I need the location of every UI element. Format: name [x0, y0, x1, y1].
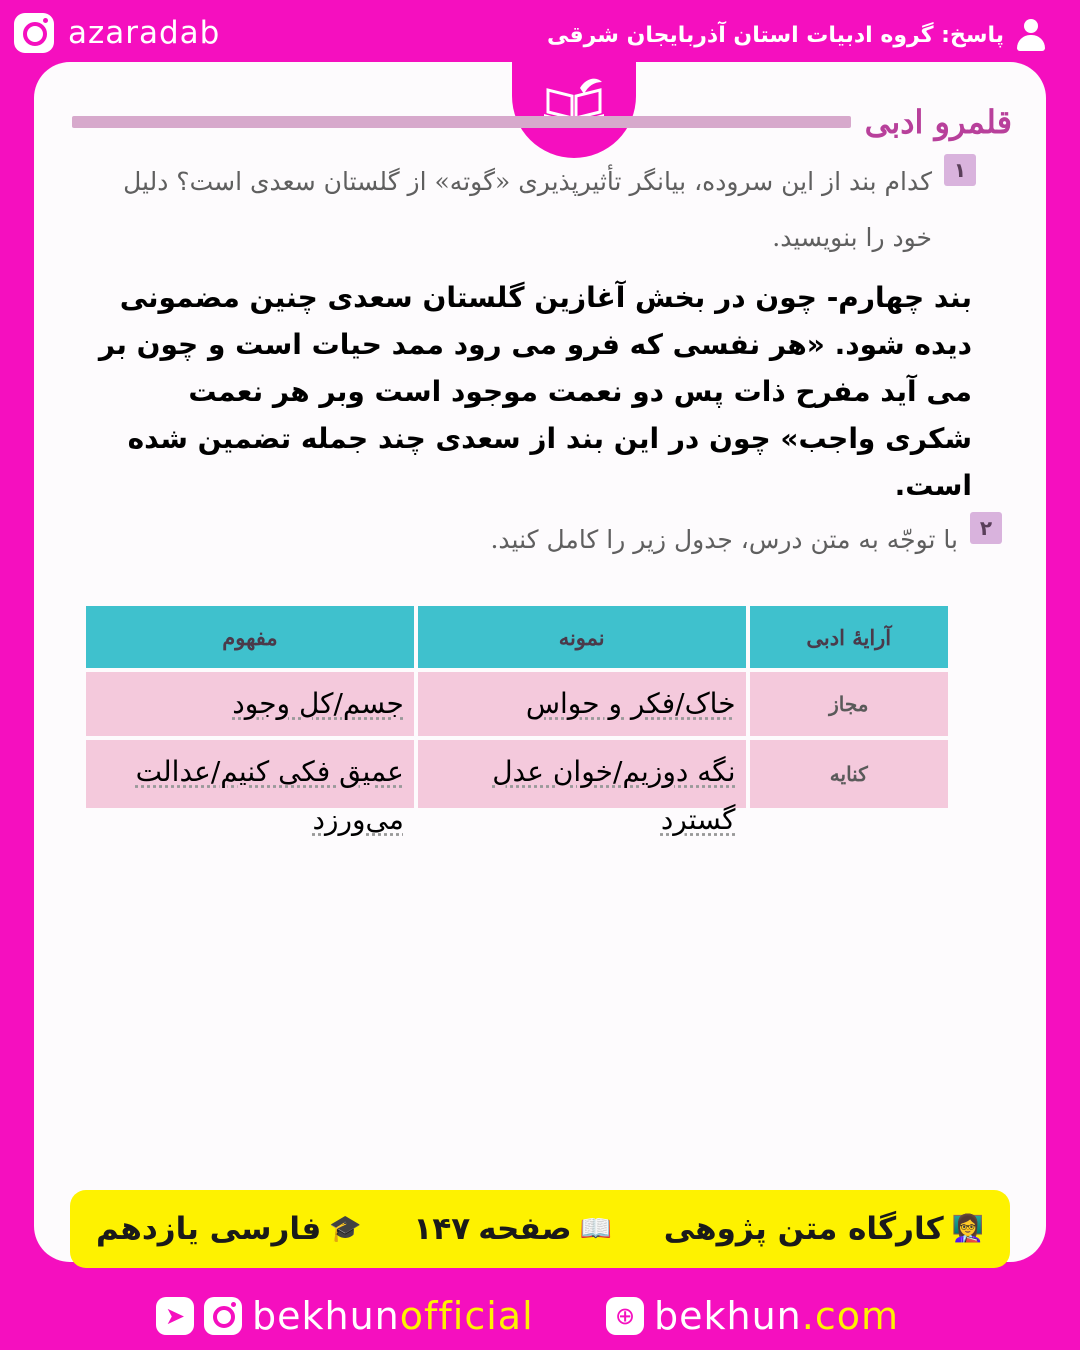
handle-text: azaradab: [68, 15, 221, 51]
page-number: ۱۴۷: [413, 1211, 471, 1247]
meaning-cell: [86, 740, 414, 836]
globe-icon: ⊕: [606, 1297, 644, 1335]
example-cell: [418, 740, 746, 836]
section-title: قلمرو ادبی: [864, 103, 1012, 141]
table-row: [86, 672, 948, 736]
credit-line: [547, 12, 1046, 58]
meaning-cell: [86, 672, 414, 736]
site-prefix: bekhun: [654, 1294, 802, 1338]
teacher-icon: 👩‍🏫: [951, 1214, 984, 1244]
telegram-icon: ➤: [156, 1297, 194, 1335]
website-link[interactable]: [606, 1294, 899, 1338]
question-text: با توجّه به متن درس، جدول زیر را کامل کنید.: [490, 525, 958, 554]
device-label: کنایه: [750, 740, 948, 808]
header-meaning: مفهوم: [86, 606, 414, 668]
question-text: کدام بند از این سروده، بیانگر تأثیرپذیری «گوته» از گلستان سعدی است؟ دلیل خود را بنویسید.: [123, 167, 932, 252]
question-number: ۱: [944, 154, 976, 186]
example-answer: خاک/فکر و حواس: [525, 687, 736, 720]
book-item: [96, 1211, 362, 1247]
user-icon: [1016, 17, 1046, 53]
page-item: [413, 1211, 612, 1247]
workshop-item: [664, 1211, 984, 1247]
meaning-answer: جسم/کل وجود: [232, 687, 404, 720]
header-example: نمونه: [418, 606, 746, 668]
section-header: [72, 92, 1012, 152]
content-card: [34, 62, 1046, 1262]
instagram-icon: [204, 1297, 242, 1335]
literary-devices-table: [82, 602, 952, 836]
site-suffix: .com: [801, 1294, 900, 1338]
question-1: [96, 154, 976, 266]
graduation-cap-icon: 🎓: [329, 1214, 362, 1244]
social-suffix: official: [399, 1294, 534, 1338]
answer-text: بند چهارم- چون در بخش آغازین گلستان سعدی چنین مضمونی دیده شود. «هر نفسی که فرو می رود ممد حیات است و چون بر می آید مفرح ذات پس دو نعمت موجود است وبر هر نعمت شکری واجب» چون در این بند از سعدی چند جمله تضمین شده است.: [98, 281, 972, 502]
table-row: [86, 740, 948, 808]
table-header-row: [86, 606, 948, 668]
section-divider: [72, 116, 851, 128]
lesson-info-bar: [70, 1190, 1010, 1268]
example-answer: نگه دوزیم/خوان عدل گسترد: [492, 755, 736, 836]
open-book-icon: 📖: [579, 1214, 612, 1244]
instagram-icon: [14, 13, 54, 53]
workshop-label: کارگاه متن پژوهی: [663, 1211, 944, 1247]
question-2: [302, 512, 1002, 568]
example-cell: [418, 672, 746, 736]
header-device: آرایهٔ ادبی: [750, 606, 948, 668]
meaning-answer: عمیق فکی کنیم/عدالت می‌ورزد: [135, 755, 404, 836]
device-label: مجاز: [750, 672, 948, 736]
social-prefix: bekhun: [252, 1294, 400, 1338]
credit-text: پاسخ: گروه ادبیات استان آذربایجان شرقی: [546, 22, 1004, 48]
page-label: صفحه: [478, 1211, 572, 1247]
bottom-bar: [0, 1290, 1080, 1346]
question-number: ۲: [970, 512, 1002, 544]
social-handle[interactable]: [156, 1294, 534, 1338]
book-label: فارسی یازدهم: [96, 1211, 322, 1247]
instagram-handle-top[interactable]: [14, 10, 220, 56]
